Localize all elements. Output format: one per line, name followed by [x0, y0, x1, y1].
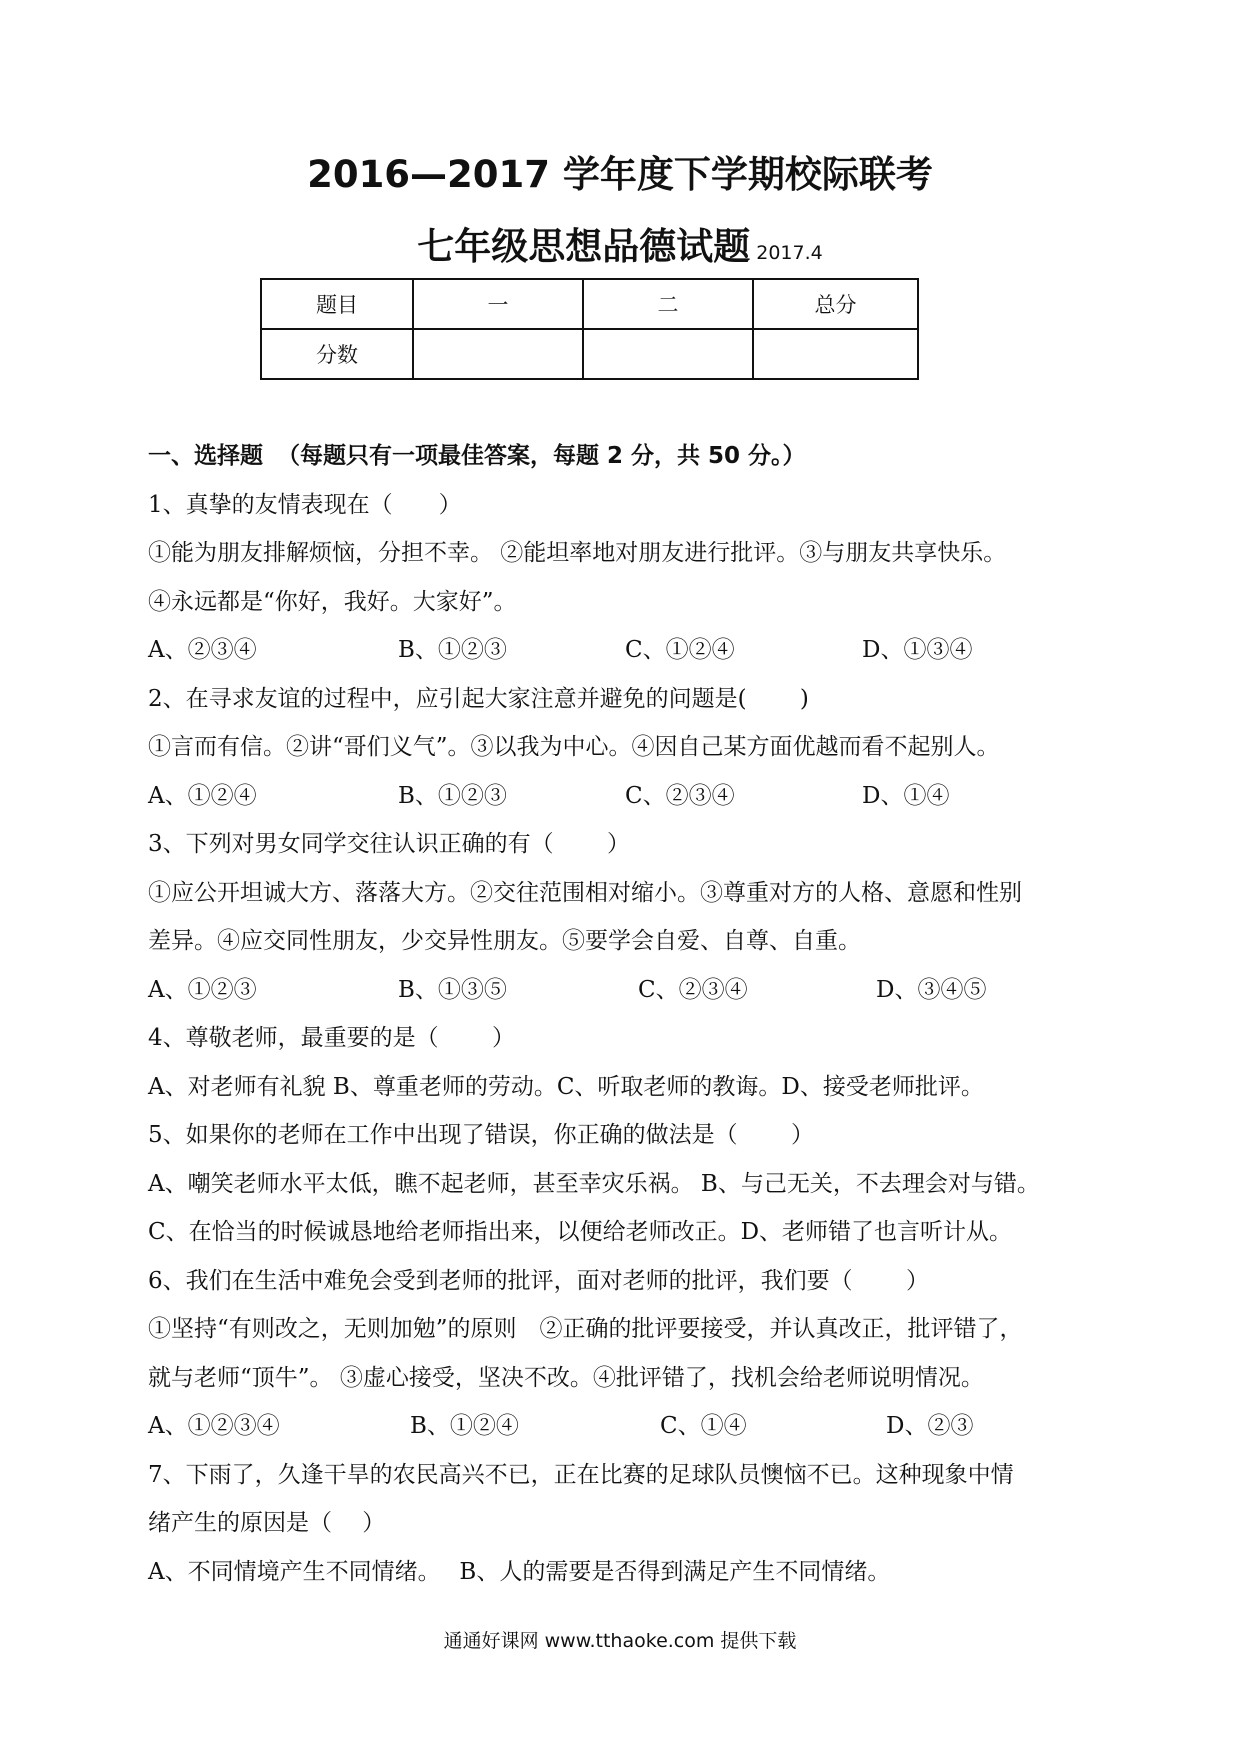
section-heading — [148, 432, 1098, 481]
question-line: ④永远都是“你好，我好。大家好”。 — [148, 588, 517, 615]
option-row — [148, 966, 1098, 1015]
option: D、③④⑤ — [876, 976, 987, 1003]
option-row — [148, 772, 1098, 821]
question-line: A、嘲笑老师水平太低，瞧不起老师，甚至幸灾乐祸。 B、与己无关，不去理会对与错。 — [148, 1170, 1040, 1197]
option: C、①④ — [660, 1413, 747, 1439]
score-table — [260, 278, 919, 380]
question-line: 4、尊敬老师，最重要的是（ ） — [148, 1025, 515, 1051]
exam-content — [148, 432, 1098, 1596]
option: A、②③④ — [148, 637, 257, 663]
option: C、②③④ — [638, 976, 748, 1003]
section-title: 一、选择题 — [148, 443, 263, 469]
score-table-header-row — [261, 279, 918, 329]
option: A、①②③ — [148, 976, 257, 1003]
score-entry-cell — [583, 329, 753, 379]
exam-date: 2017.4 — [756, 242, 823, 264]
option: B、①②③ — [398, 637, 507, 663]
question-line: ①应公开坦诚大方、落落大方。②交往范围相对缩小。③尊重对方的人格、意愿和性别 — [148, 879, 1022, 906]
score-table-cell: 题目 — [261, 279, 413, 329]
option: A、①②③④ — [148, 1413, 280, 1439]
option: D、①④ — [862, 782, 950, 809]
question-line: 就与老师“顶牛”。 ③虚心接受，坚决不改。④批评错了，找机会给老师说明情况。 — [148, 1364, 984, 1391]
question-line: 2、在寻求友谊的过程中，应引起大家注意并避免的问题是( ) — [148, 685, 809, 712]
question-line: ①言而有信。②讲“哥们义气”。③以我为中心。④因自己某方面优越而看不起别人。 — [148, 734, 1000, 760]
option-row — [148, 1402, 1098, 1451]
question-line: 6、我们在生活中难免会受到老师的批评，面对老师的批评，我们要（ ） — [148, 1267, 929, 1294]
option: A、①②④ — [148, 782, 257, 809]
page-footer: 通通好课网 www.tthaoke.com 提供下载 — [443, 1630, 797, 1652]
question-line: ①能为朋友排解烦恼，分担不幸。 ②能坦率地对朋友进行批评。③与朋友共享快乐。 — [148, 540, 1007, 566]
exam-subject-title: 七年级思想品德试题 — [417, 225, 751, 268]
question-line: 差异。④应交同性朋友，少交异性朋友。⑤要学会自爱、自尊、自重。 — [148, 928, 861, 954]
question-line: 1、真挚的友情表现在（ ） — [148, 491, 462, 518]
question-line: ①坚持“有则改之，无则加勉”的原则 ②正确的批评要接受，并认真改正，批评错了， — [148, 1316, 1023, 1342]
question-line: 绪产生的原因是（ ） — [148, 1510, 386, 1536]
option: C、②③④ — [625, 782, 735, 809]
question-line: 5、如果你的老师在工作中出现了错误，你正确的做法是（ ） — [148, 1122, 814, 1148]
score-table-score-row — [261, 329, 918, 379]
option: D、①③④ — [862, 637, 973, 663]
score-entry-cell — [753, 329, 918, 379]
score-table-cell: 一 — [413, 279, 583, 329]
score-table-cell: 二 — [583, 279, 753, 329]
question-line: C、在恰当的时候诚恳地给老师指出来，以便给老师改正。D、老师错了也言听计从。 — [148, 1219, 1013, 1245]
option-row — [148, 626, 1098, 675]
section-note: （每题只有一项最佳答案，每题 2 分，共 50 分。） — [277, 443, 806, 469]
exam-title-line1: 2016—2017 学年度下学期校际联考 — [307, 153, 933, 196]
question-line: 7、下雨了，久逢干旱的农民高兴不已，正在比赛的足球队员懊恼不已。这种现象中情 — [148, 1461, 1014, 1488]
score-table-cell: 总分 — [753, 279, 918, 329]
option: C、①②④ — [625, 637, 735, 663]
score-entry-cell — [413, 329, 583, 379]
option: B、①③⑤ — [398, 976, 507, 1003]
option: B、①②④ — [410, 1413, 519, 1439]
question-line: 3、下列对男女同学交往认识正确的有（ ） — [148, 831, 630, 857]
exam-title-line2 — [0, 222, 1240, 278]
option: D、②③ — [886, 1413, 974, 1439]
score-table-cell: 分数 — [261, 329, 413, 379]
question-line: A、对老师有礼貌 B、尊重老师的劳动。C、听取老师的教诲。D、接受老师批评。 — [148, 1073, 984, 1100]
option: B、①②③ — [398, 782, 507, 809]
question-line: A、不同情境产生不同情绪。 B、人的需要是否得到满足产生不同情绪。 — [148, 1558, 891, 1585]
